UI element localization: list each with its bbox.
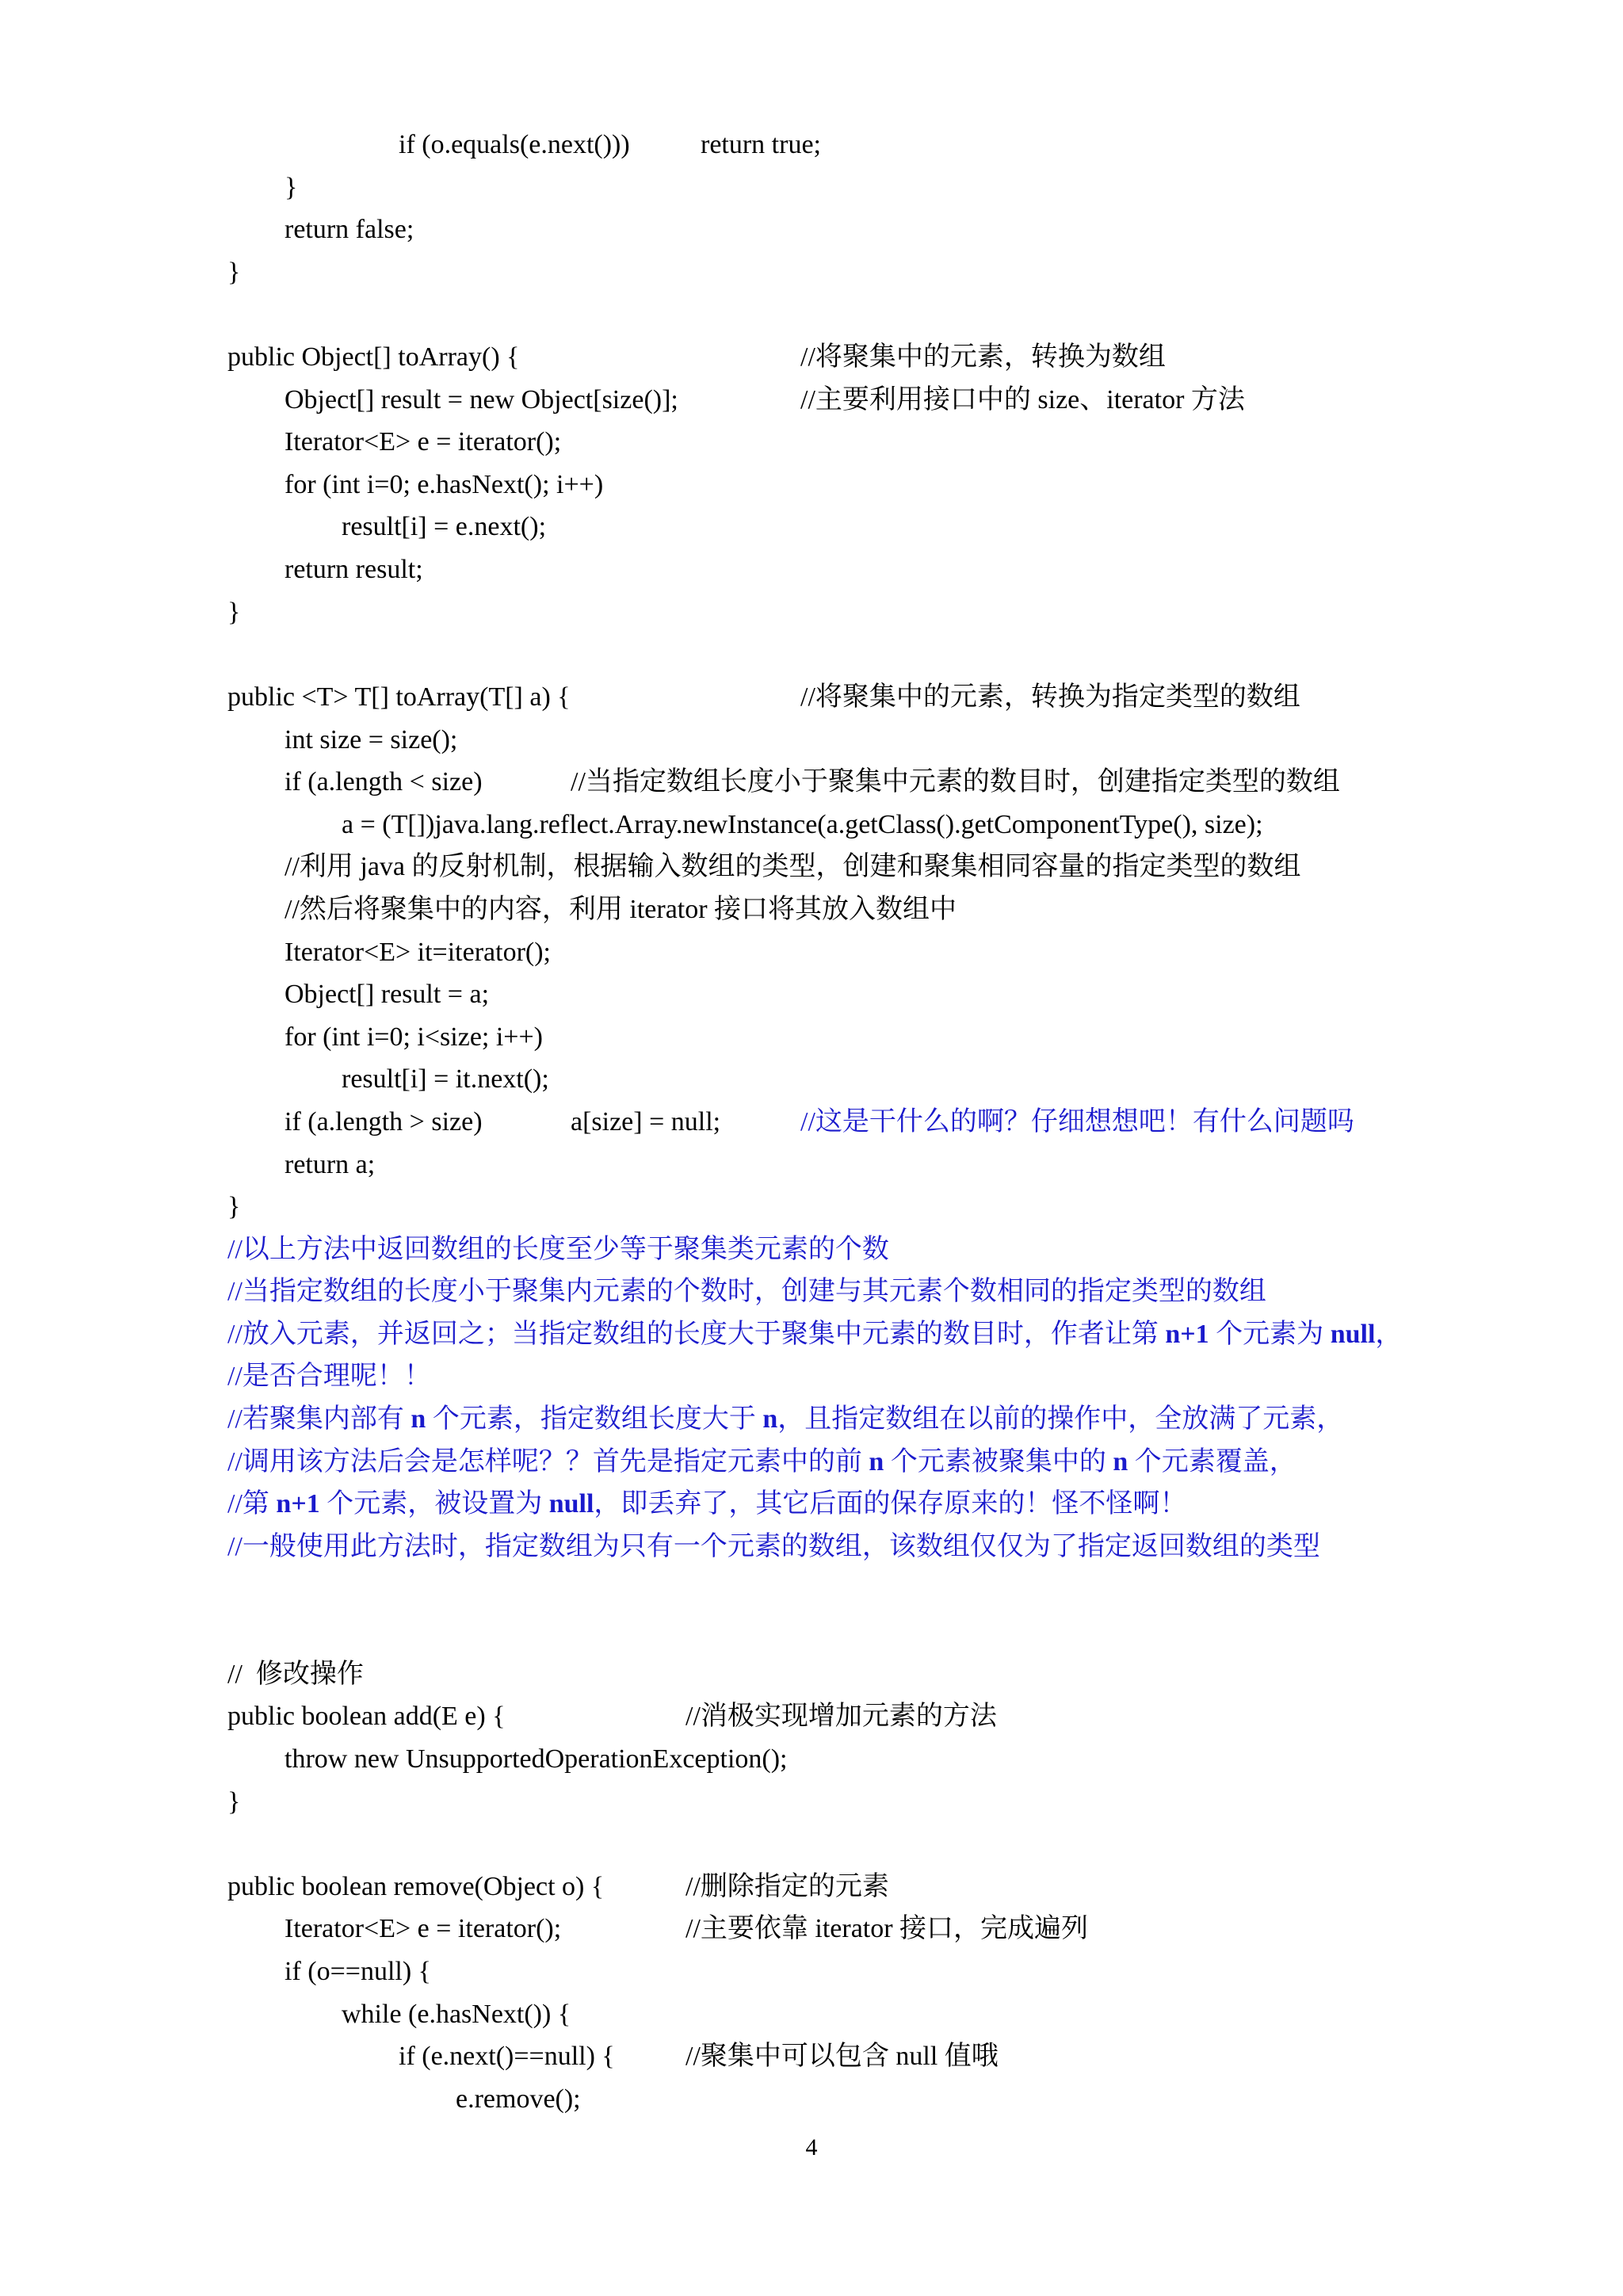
code-comment: //主要利用接口中的 size、iterator 方法 <box>800 385 1245 415</box>
code-line: a[size] = null; <box>571 1107 721 1137</box>
code-line: Iterator<E> it=iterator(); <box>285 938 551 967</box>
code-comment: //聚集中可以包含 null 值哦 <box>685 2042 999 2071</box>
note-line: //以上方法中返回数组的长度至少等于聚集类元素的个数 <box>227 1235 889 1264</box>
code-line: public Object[] toArray() { <box>227 342 520 372</box>
code-comment: //然后将聚集中的内容，利用 iterator 接口将其放入数组中 <box>285 895 957 924</box>
note-line: //当指定数组的长度小于聚集内元素的个数时，创建与其元素个数相同的指定类型的数组 <box>227 1277 1266 1306</box>
code-line: Iterator<E> e = iterator(); <box>285 1914 562 1943</box>
code-line: if (a.length < size) <box>285 767 483 797</box>
code-line: return result; <box>285 555 423 584</box>
code-line: if (a.length > size) <box>285 1107 483 1137</box>
code-line: Iterator<E> e = iterator(); <box>285 427 562 457</box>
code-line: Object[] result = a; <box>285 980 490 1009</box>
code-line: while (e.hasNext()) { <box>342 2000 571 2029</box>
code-line: result[i] = it.next(); <box>342 1064 549 1094</box>
code-line: return false; <box>285 215 414 244</box>
code-line: } <box>227 1787 241 1817</box>
code-comment: //主要依靠 iterator 接口，完成遍列 <box>685 1914 1089 1943</box>
code-line: if (e.next()==null) { <box>399 2042 615 2071</box>
code-comment: //消极实现增加元素的方法 <box>685 1702 997 1731</box>
code-comment: //删除指定的元素 <box>685 1872 889 1901</box>
code-line: if (o==null) { <box>285 1957 431 1986</box>
code-comment: //当指定数组长度小于聚集中元素的数目时，创建指定类型的数组 <box>571 767 1340 797</box>
code-line: e.remove(); <box>456 2084 581 2114</box>
code-line: Object[] result = new Object[size()]; <box>285 385 678 415</box>
code-line: if (o.equals(e.next())) <box>399 130 630 159</box>
code-line: } <box>227 1192 241 1221</box>
code-line: public boolean add(E e) { <box>227 1702 506 1731</box>
code-comment: //将聚集中的元素，转换为数组 <box>800 342 1166 372</box>
code-line: for (int i=0; e.hasNext(); i++) <box>285 470 604 499</box>
code-line: result[i] = e.next(); <box>342 512 547 541</box>
code-line: return a; <box>285 1150 376 1179</box>
code-line: a = (T[])java.lang.reflect.Array.newInstance(a.getClass().getComponentType(), size); <box>342 810 1263 839</box>
code-comment: //将聚集中的元素，转换为指定类型的数组 <box>800 682 1300 712</box>
note-line: //调用该方法后会是怎样呢？？首先是指定元素中的前 n 个元素被聚集中的 n 个元素覆盖， <box>227 1447 1296 1477</box>
code-line: } <box>285 173 298 202</box>
highlight-comment: //这是干什么的啊？仔细想想吧！有什么问题吗 <box>800 1107 1354 1137</box>
code-line: } <box>227 258 241 287</box>
note-line: //放入元素，并返回之；当指定数组的长度大于聚集中元素的数目时，作者让第 n+1 个元素为 null， <box>227 1320 1403 1349</box>
code-line: public <T> T[] toArray(T[] a) { <box>227 682 571 712</box>
note-line: //是否合理呢！！ <box>227 1362 431 1391</box>
code-line: for (int i=0; i<size; i++) <box>285 1022 543 1052</box>
code-line: public boolean remove(Object o) { <box>227 1872 605 1901</box>
note-line: //第 n+1 个元素，被设置为 null，即丢弃了，其它后面的保存原来的！怪不怪啊！ <box>227 1489 1187 1519</box>
note-line: //若聚集内部有 n 个元素，指定数组长度大于 n，且指定数组在以前的操作中，全放满了元素， <box>227 1404 1344 1434</box>
note-line: //一般使用此方法时，指定数组为只有一个元素的数组，该数组仅仅为了指定返回数组的类型 <box>227 1532 1320 1561</box>
page-number: 4 <box>805 2134 818 2160</box>
code-comment: // 修改操作 <box>227 1660 364 1689</box>
code-line: return true; <box>701 130 821 159</box>
code-comment: //利用 java 的反射机制，根据输入数组的类型，创建和聚集相同容量的指定类型的数组 <box>285 852 1301 881</box>
code-line: int size = size(); <box>285 725 458 755</box>
code-line: } <box>227 598 241 627</box>
code-line: throw new UnsupportedOperationException(); <box>285 1744 788 1774</box>
